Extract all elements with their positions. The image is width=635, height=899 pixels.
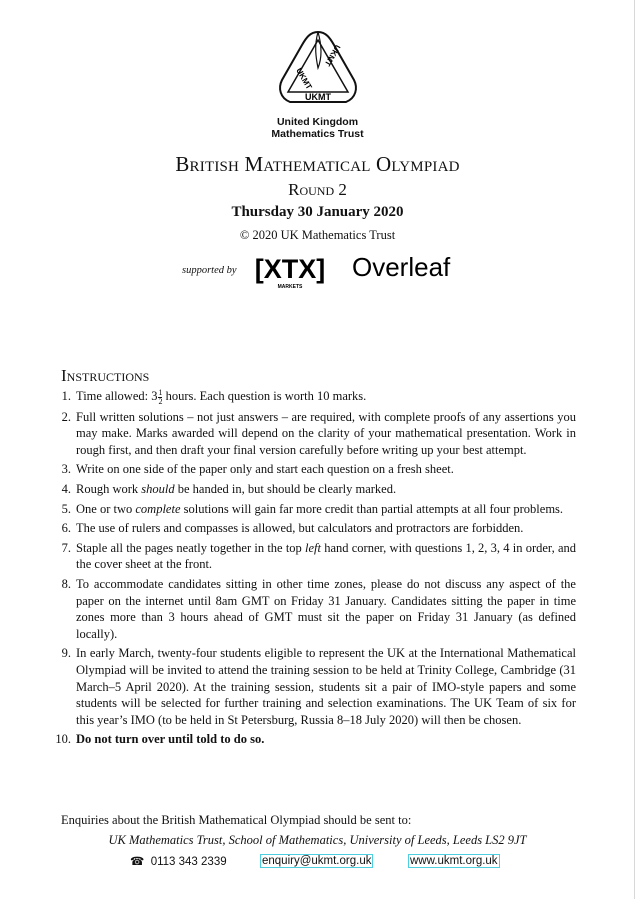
instruction-item: 7. Staple all the pages neatly together in the top left hand corner, with questions 1, 2, 3, 4 in order, and the cover sheet at the front. (61, 540, 576, 572)
email-link[interactable]: enquiry@ukmt.org.uk (262, 855, 372, 867)
instruction-item: 10. Do not turn over until told to do so. (55, 732, 265, 747)
xtx-markets-logo (254, 252, 326, 290)
org-name-line1: United Kingdom (276, 116, 359, 128)
phone (130, 854, 227, 868)
instruction-item: 9. In early March, twenty-four students eligible to represent the UK at the International Mathematical Olympiad will be invited to attend the training session to be held at Trinity College, Cambridge (31 March–5 April 2020). At the training session, students sit a pair of IMO-style papers and some students will be selected for further training and selection examinations. The UK Team of six for this year’s IMO (to be held in St Petersburg, Russia 8–18 July 2020) will then be chosen. (61, 646, 576, 727)
fraction-one-half: $\frac{1}{2}$ (158, 387, 163, 406)
svg-text:UKMT: UKMT (322, 43, 343, 68)
overleaf-logo (350, 252, 454, 284)
phone-icon: ☎ (130, 856, 145, 868)
website-link[interactable]: www.ukmt.org.uk (410, 855, 498, 867)
round-label: Round 2 (288, 180, 347, 199)
svg-text:MARKETS: MARKETS (277, 284, 303, 290)
instruction-item: 4. Rough work should be handed in, but should be clearly marked. (61, 482, 397, 496)
instructions-heading: Instructions (61, 366, 150, 385)
page-title: British Mathematical Olympiad (175, 152, 460, 176)
svg-text:UKMT: UKMT (294, 66, 314, 92)
svg-text:[XTX]: [XTX] (254, 254, 326, 284)
instruction-item: 3. Write on one side of the paper only and start each question on a fresh sheet. (61, 462, 454, 477)
org-name-line2: Mathematics Trust (271, 128, 364, 140)
phone-number: 0113 343 2339 (150, 856, 227, 868)
ukmt-logo (270, 28, 366, 108)
svg-text:UKMT: UKMT (305, 92, 331, 102)
instruction-item: 2. Full written solutions – not just answers – are required, with complete proofs of any assertions you may make. Marks awarded will depend on the clarity of your mathematical presentation. Work in rough first, and then draft your final version carefully before writing up your best attempt. (61, 409, 576, 457)
instruction-item: 8. To accommodate candidates sitting in other time zones, please do not discuss any aspect of the paper on the internet until 8am GMT on Friday 31 January. Candidates sitting the paper in time zones more than 3 hours ahead of GMT must sit the paper on Friday 31 January (as defined locally). (61, 576, 576, 641)
instruction-item: 6. The use of rulers and compasses is allowed, but calculators and protractors are forbidden. (61, 521, 524, 536)
instruction-item: 1. Time allowed: 3 $\frac{1}{2}$ hours. Each question is worth 10 marks. (61, 387, 367, 406)
supported-by-label: supported by (182, 265, 237, 276)
svg-text:Overleaf: Overleaf (352, 252, 451, 282)
copyright: © 2020 UK Mathematics Trust (239, 228, 396, 242)
instructions-list (52, 388, 576, 751)
instruction-item: 5. One or two complete solutions will gain far more credit than partial attempts at all four problems. (61, 501, 564, 516)
enquiries-text: Enquiries about the British Mathematical Olympiad should be sent to: (61, 813, 412, 827)
address: UK Mathematics Trust, School of Mathematics, University of Leeds, Leeds LS2 9JT (108, 833, 527, 847)
exam-date: Thursday 30 January 2020 (231, 204, 404, 220)
